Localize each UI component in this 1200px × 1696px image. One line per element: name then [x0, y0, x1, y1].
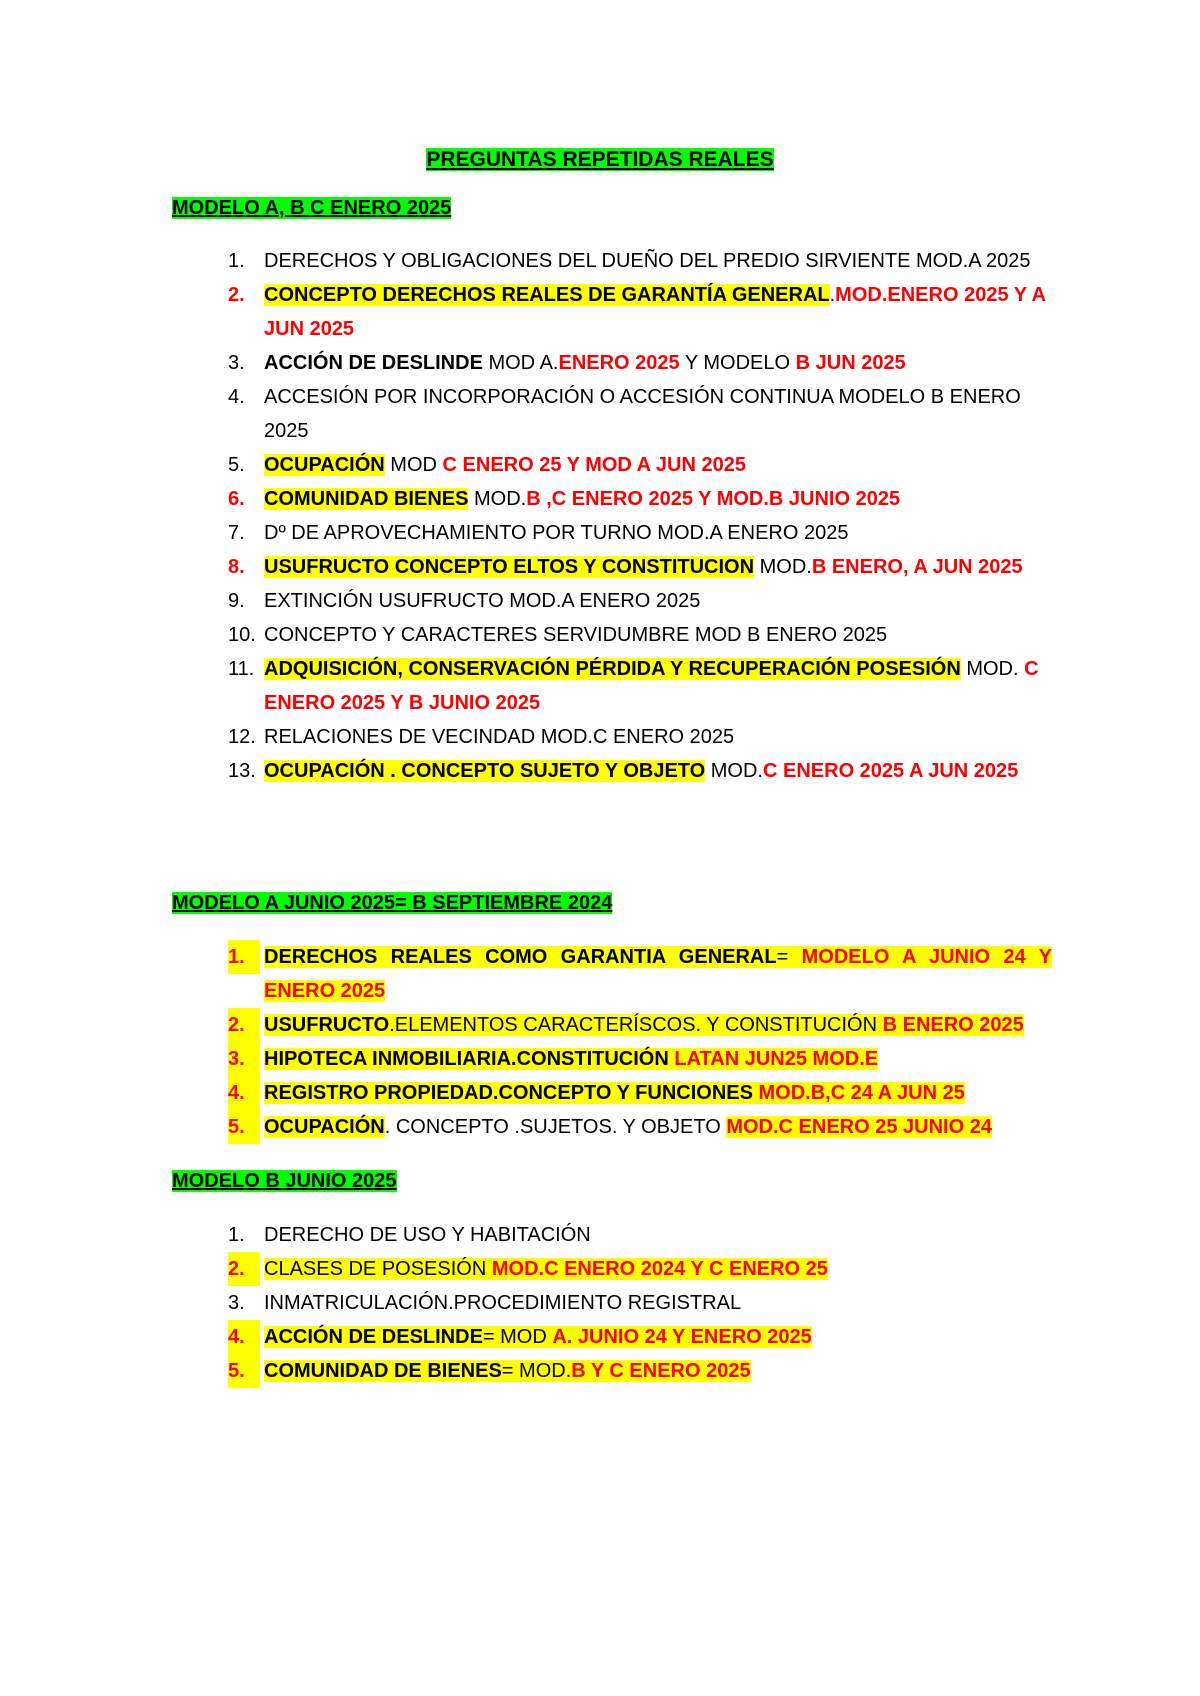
list-item: [172, 482, 1052, 516]
list-item-text: MOD.C ENERO 25 JUNIO 24: [726, 1116, 992, 1138]
list-item: [172, 754, 1052, 788]
list-item-text: MOD.C ENERO 2024 Y C ENERO 25: [491, 1258, 828, 1280]
list-item-text: = MOD.: [501, 1360, 572, 1382]
list-item-text: DERECHO DE USO Y HABITACIÓN: [264, 1224, 591, 1246]
list-item: [172, 1320, 1052, 1354]
list-item-number: 5.: [228, 1110, 260, 1144]
list-item-text: ACCIÓN DE DESLINDE: [264, 1326, 483, 1348]
list-item-text: C ENERO 25 Y MOD A JUN 2025: [442, 454, 746, 476]
list-item: [172, 550, 1052, 584]
list-item-text: MOD A.: [482, 352, 559, 374]
list-item-number: 13.: [228, 760, 256, 782]
section-heading-1: [172, 197, 451, 220]
section-heading-3: [172, 1170, 397, 1193]
list-item-text: .: [829, 284, 836, 306]
page-title: [0, 148, 1200, 172]
list-item-number: 12.: [228, 726, 256, 748]
list-item-number: 8.: [228, 556, 245, 578]
list-item-number: 1.: [228, 250, 245, 272]
list-item-text: DERECHOS Y OBLIGACIONES DEL DUEÑO DEL PREDIO SIRVIENTE MOD.A 2025: [264, 250, 1031, 272]
list-item-text: RELACIONES DE VECINDAD MOD.C ENERO 2025: [264, 726, 735, 748]
list-item-number: 4.: [228, 1076, 260, 1110]
list-item-number: 2.: [228, 1252, 260, 1286]
section-list-2: [172, 940, 1052, 1144]
list-item-text: MOD.B,C 24 A JUN 25: [752, 1082, 965, 1104]
list-item-number: 4.: [228, 1320, 260, 1354]
list-item: [172, 516, 1052, 550]
list-item-text: =: [776, 946, 802, 968]
list-item: [172, 448, 1052, 482]
list-item-text: ENERO 2025: [902, 1014, 1024, 1036]
list-item-number: 2.: [228, 284, 245, 306]
list-item-text: ACCESIÓN POR INCORPORACIÓN O ACCESIÓN CONTINUA MODELO B ENERO 2025: [264, 386, 1021, 442]
list-item: [172, 720, 1052, 754]
list-item-text: MOD.: [960, 658, 1025, 680]
list-item-text: LATAN JUN25 MOD.E: [668, 1048, 879, 1070]
list-item-number: 4.: [228, 386, 245, 408]
list-item-text: REGISTRO PROPIEDAD.CONCEPTO Y FUNCIONES: [264, 1082, 753, 1104]
list-item-number: 10.: [228, 624, 256, 646]
list-item-text: = MOD: [482, 1326, 553, 1348]
list-item-text: A. JUNIO 24 Y ENERO 2025: [552, 1326, 812, 1348]
list-item: [172, 618, 1052, 652]
list-item-number: 3.: [228, 1042, 260, 1076]
list-item-text: CLASES DE POSESIÓN: [264, 1258, 492, 1280]
list-item-number: 11.: [228, 658, 255, 680]
list-item-text: HIPOTECA INMOBILIARIA.CONSTITUCIÓN: [264, 1048, 669, 1070]
list-item-text: B ENERO, A JUN 2025: [811, 556, 1023, 578]
list-item-text: MOD.: [754, 556, 812, 578]
list-item-text: CONCEPTO DERECHOS REALES DE GARANTÍA GENERAL: [264, 284, 830, 306]
page-title-text: PREGUNTAS REPETIDAS REALES: [426, 148, 774, 171]
list-item-text: B JUN 2025: [795, 352, 906, 374]
list-item-text: EXTINCIÓN USUFRUCTO MOD.A ENERO 2025: [264, 590, 701, 612]
list-item-text: ACCIÓN DE DESLINDE: [264, 352, 483, 374]
list-item-text: OCUPACIÓN . CONCEPTO SUJETO Y OBJETO: [264, 760, 706, 782]
list-item-text: B: [882, 1014, 903, 1036]
list-item-number: 6.: [228, 488, 245, 510]
list-item-number: 1.: [228, 1224, 245, 1246]
section-heading-3-text: MODELO B JUNIO 2025: [172, 1170, 397, 1192]
list-item: [172, 1110, 1052, 1144]
section-list-3: [172, 1218, 1052, 1388]
list-item: [172, 1008, 1052, 1042]
list-item: [172, 1252, 1052, 1286]
list-item-number: 3.: [228, 352, 245, 374]
list-item-text: Y MODELO: [679, 352, 796, 374]
section-heading-1-text: MODELO A, B C ENERO 2025: [172, 197, 452, 219]
list-item-text: B ,C ENERO 2025 Y MOD.B JUNIO 2025: [526, 488, 901, 510]
list-item-number: 9.: [228, 590, 245, 612]
list-item-text: USUFRUCTO CONCEPTO ELTOS Y CONSTITUCION: [264, 556, 755, 578]
list-item-text: C ENERO 2025 Y B JUNIO 2025: [264, 658, 1039, 714]
list-item: [172, 1354, 1052, 1388]
list-item: [172, 1286, 1052, 1320]
list-item-text: MOD.ENERO 2025 Y A JUN 2025: [264, 284, 1046, 340]
list-item-number: 5.: [228, 454, 245, 476]
list-item: [172, 652, 1052, 720]
list-item-text: DERECHOS REALES COMO GARANTIA GENERAL: [264, 946, 777, 968]
list-item-number: 7.: [228, 522, 245, 544]
list-item-text: ENERO 2025: [558, 352, 680, 374]
list-item: [172, 380, 1052, 448]
list-item-text: MOD: [384, 454, 443, 476]
section-heading-2: [172, 892, 612, 915]
list-item-text: MOD.: [468, 488, 527, 510]
list-item-text: B Y C ENERO 2025: [571, 1360, 751, 1382]
list-item: [172, 1076, 1052, 1110]
list-item-text: .ELEMENTOS CARACTERÍSCOS. Y CONSTITUCIÓN: [389, 1014, 883, 1036]
list-item-number: 1.: [228, 940, 260, 974]
list-item-text: . CONCEPTO .SUJETOS. Y OBJETO: [384, 1116, 727, 1138]
list-item-number: 3.: [228, 1292, 245, 1314]
list-item-text: COMUNIDAD BIENES: [264, 488, 469, 510]
list-item-number: 2.: [228, 1008, 260, 1042]
list-item-number: 5.: [228, 1354, 260, 1388]
list-item: [172, 278, 1052, 346]
list-item-text: INMATRICULACIÓN.PROCEDIMIENTO REGISTRAL: [264, 1292, 742, 1314]
list-item-text: MOD.: [705, 760, 763, 782]
list-item-text: ADQUISICIÓN, CONSERVACIÓN PÉRDIDA Y RECUPERACIÓN POSESIÓN: [264, 658, 961, 680]
list-item: [172, 1042, 1052, 1076]
list-item-text: MODELO A JUNIO 24 Y ENERO 2025: [264, 946, 1052, 1002]
list-item: [172, 346, 1052, 380]
list-item: [172, 244, 1052, 278]
list-item-text: OCUPACIÓN: [264, 1116, 385, 1138]
list-item: [172, 940, 1052, 1008]
list-item-text: COMUNIDAD DE BIENES: [264, 1360, 502, 1382]
list-item: [172, 1218, 1052, 1252]
section-heading-2-text: MODELO A JUNIO 2025= B SEPTIEMBRE 2024: [172, 892, 613, 914]
section-list-1: [172, 244, 1052, 788]
list-item-text: CONCEPTO Y CARACTERES SERVIDUMBRE MOD B ENERO 2025: [264, 624, 888, 646]
list-item-text: Dº DE APROVECHAMIENTO POR TURNO MOD.A ENERO 2025: [264, 522, 849, 544]
list-item-text: USUFRUCTO: [264, 1014, 390, 1036]
list-item: [172, 584, 1052, 618]
list-item-text: C ENERO 2025 A JUN 2025: [763, 760, 1019, 782]
list-item-text: OCUPACIÓN: [264, 454, 385, 476]
